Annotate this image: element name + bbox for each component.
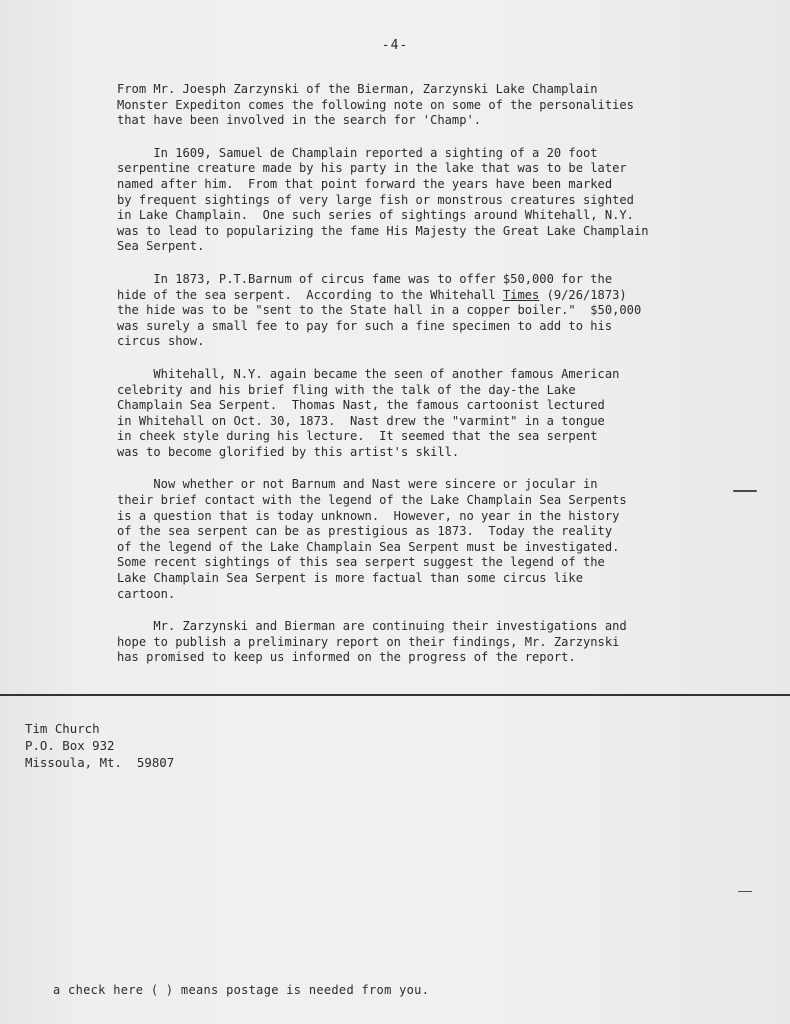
paragraph-barnum: In 1873, P.T.Barnum of circus fame was to offer $50,000 for the hide of the sea serpent. According to the Whitehall Times (9/26/1873) the hide was to be "sent to the State hall in a copper boiler." $50,000 was surely a small fee to pay for such a fine specimen to add to his circus show. — [117, 271, 642, 349]
margin-mark — [733, 490, 757, 492]
paragraph-intro: From Mr. Joesph Zarzynski of the Bierman, Zarzynski Lake Champlain Monster Expediton comes the following note on some of the personalities that have been involved in the search for 'Champ'. — [117, 82, 634, 128]
postage-note: a check here ( ) means postage is needed from you. — [53, 983, 430, 997]
article-body — [117, 82, 697, 683]
paragraph-legend: Now whether or not Barnum and Nast were sincere or jocular in their brief contact with the legend of the Lake Champlain Sea Serpents is a question that is today unknown. However, no year in the history of the sea serpent can be as prestigious as 1873. Today the reality of the legend of the Lake Champlain Sea Serpent must be investigated. Some recent sightings of this sea serpert suggest the legend of the Lake Champlain Sea Serpent is more factual than some circus like cartoon. — [117, 477, 627, 601]
address-name: Tim Church — [25, 721, 100, 736]
margin-mark — [738, 891, 752, 892]
mailing-address — [25, 720, 174, 771]
page-number: -4- — [381, 38, 409, 53]
newspaper-title: Times — [502, 287, 540, 302]
paragraph-nast: Whitehall, N.Y. again became the seen of another famous American celebrity and his brief fling with the talk of the day-the Lake Champlain Sea Serpent. Thomas Nast, the famous cartoonist lectured in Whitehall on Oct. 30, 1873. Nast drew the "varmint" in a tongue in cheek style during his lecture. It seemed that the sea serpent was to become glorified by this artist's skill. — [117, 366, 620, 459]
paragraph-investigation: Mr. Zarzynski and Bierman are continuing their investigations and hope to publish a preliminary report on their findings, Mr. Zarzynski has promised to keep us informed on the progress of the report. — [117, 619, 627, 665]
address-city: Missoula, Mt. 59807 — [25, 755, 175, 770]
paragraph-1609: In 1609, Samuel de Champlain reported a sighting of a 20 foot serpentine creature made by his party in the lake that was to be later named after him. From that point forward the years have been marked by frequent sightings of very large fish or monstrous creatures sighted in Lake Champlain. One such series of sightings around Whitehall, N.Y. was to lead to popularizing the fame His Majesty the Great Lake Champlain Sea Serpent. — [117, 145, 649, 254]
address-box: P.O. Box 932 — [25, 738, 115, 753]
section-divider — [0, 694, 790, 696]
